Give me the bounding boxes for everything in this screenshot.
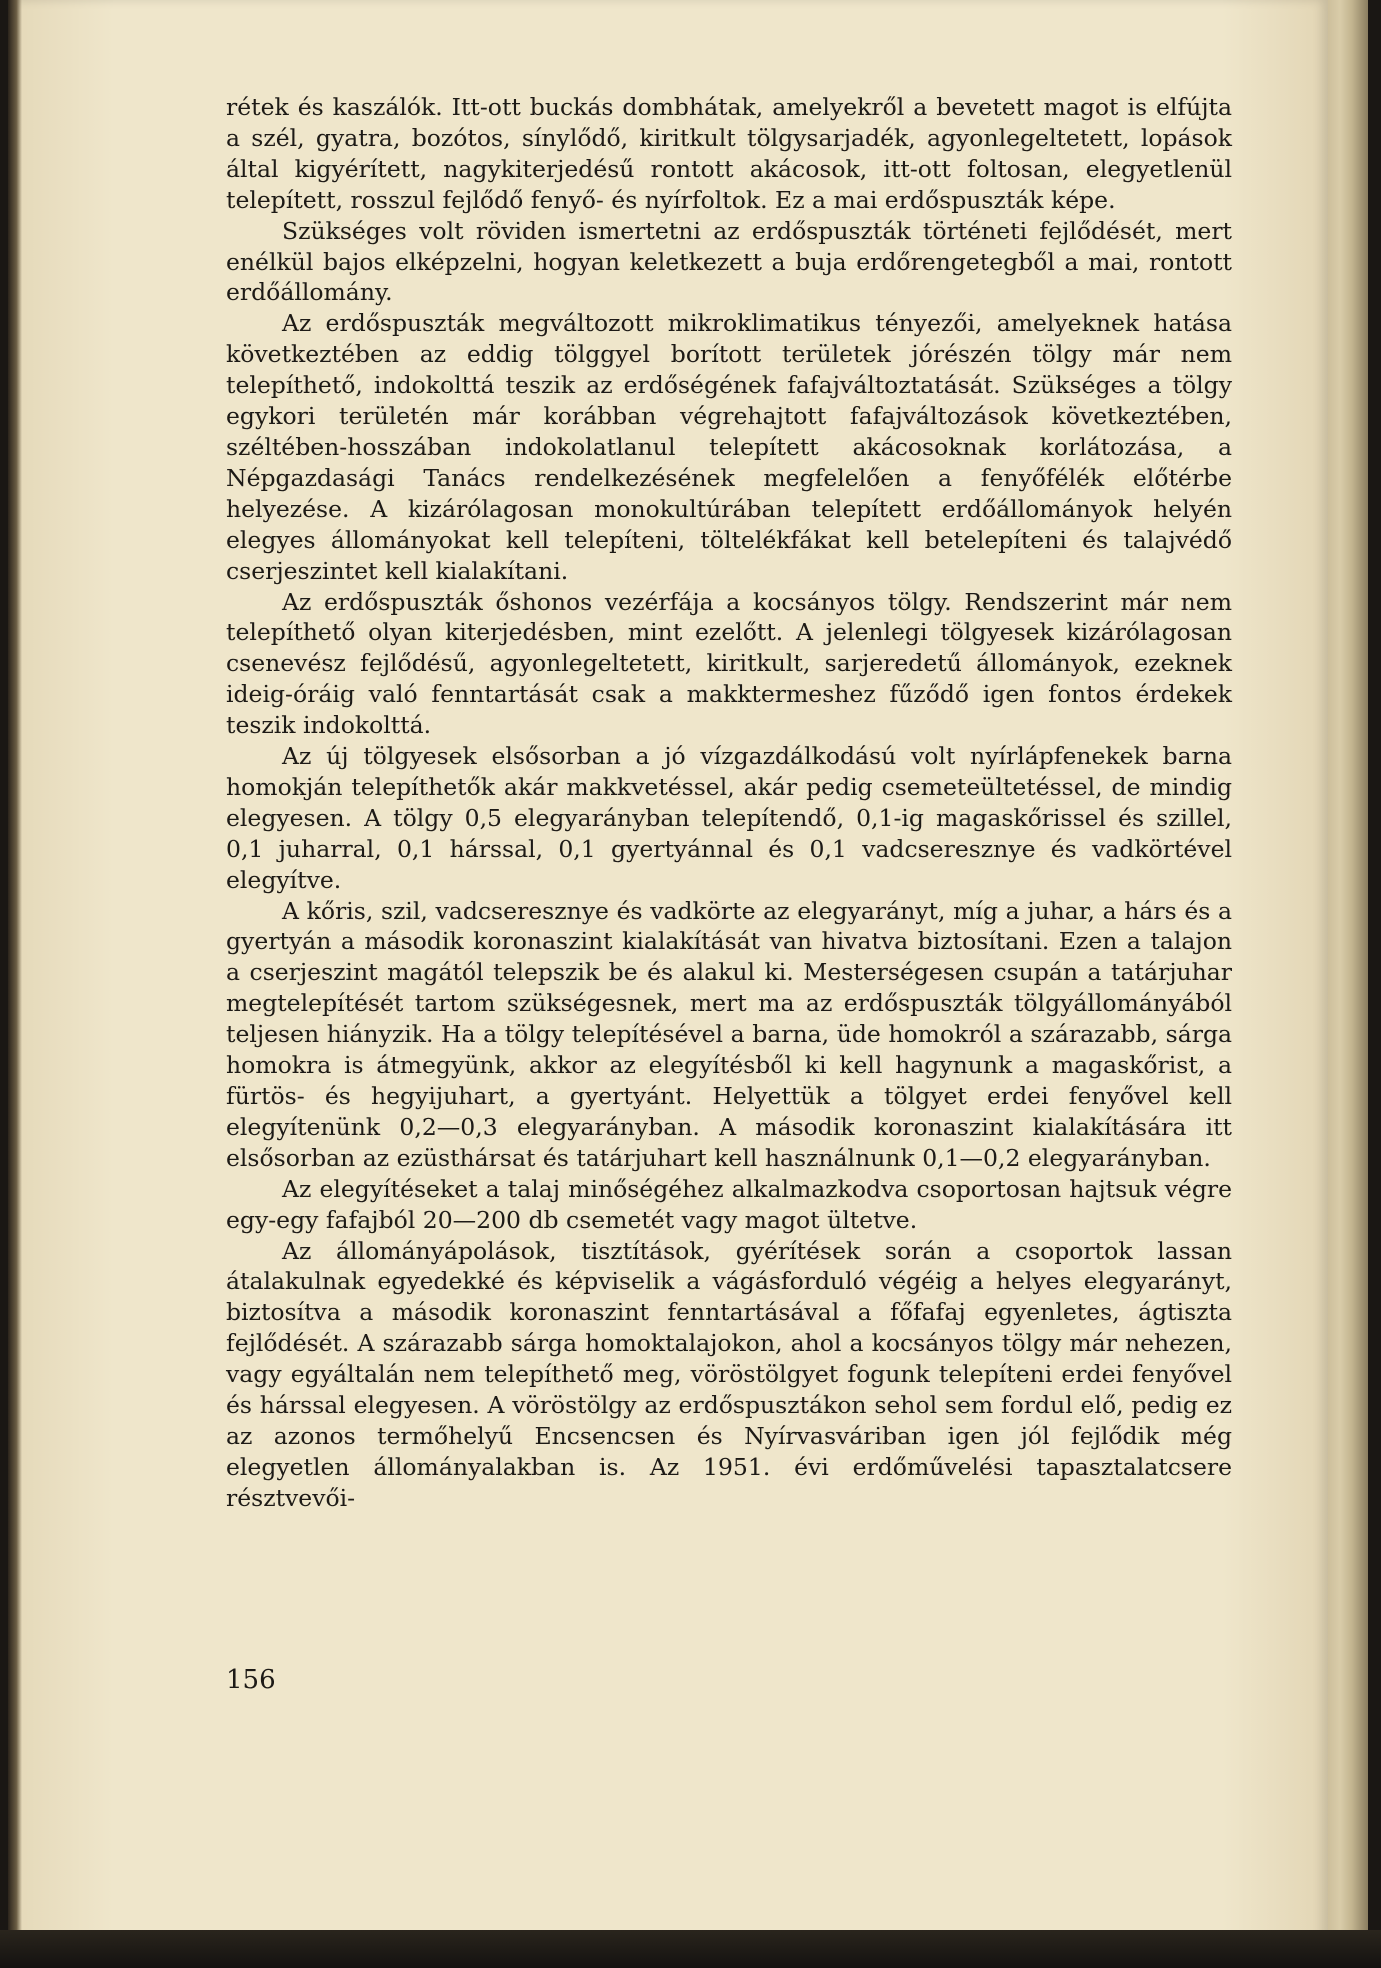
page-edge: [1328, 0, 1368, 1945]
gutter-shadow: [8, 0, 22, 1945]
paragraph-4: Az erdőspuszták őshonos vezérfája a kocsányos tölgy. Rendszerint már nem telepíthető olyan kiterjedésben, mint ezelőtt. A jelenlegi tölgyesek kizárólagosan csenevész fejlődésű, agyonlegeltetett, kiritkult, sarjeredetű állományok, ezeknek ideig-óráig való fenntartását csak a makktermeshez fűződő igen fontos érdekek teszik indokolttá.: [226, 587, 1232, 740]
scan-bottom-band: [0, 1930, 1381, 1968]
paragraph-2: Szükséges volt röviden ismertetni az erdőspuszták történeti fejlődését, mert enélkül bajos elképzelni, hogyan keletkezett a buja erdőrengetegből a mai, rontott erdőállomány.: [226, 216, 1232, 307]
paragraph-1: rétek és kaszálók. Itt-ott buckás dombhátak, amelyekről a bevetett magot is elfújta a szél, gyatra, bozótos, sínylődő, kiritkult tölgysarjadék, agyonlegeltetett, lopások által kigyérített, nagykiterjedésű rontott akácosok, itt-ott foltosan, elegyetlenül telepített, rosszul fejlődő fenyő- és nyírfoltok. Ez a mai erdőspuszták képe.: [226, 93, 1232, 214]
body-text: [226, 92, 1232, 1514]
paragraph-5: Az új tölgyesek elsősorban a jó vízgazdálkodású volt nyírlápfenekek barna homokján telepíthetők akár makkvetéssel, akár pedig csemeteültetéssel, de mindig elegyesen. A tölgy 0,5 elegyarányban telepítendő, 0,1-ig magaskőrissel és szillel, 0,1 juharral, 0,1 hárssal, 0,1 gyertyánnal és 0,1 vadcseresznye és vadkörtével elegyítve.: [226, 742, 1232, 894]
paragraph-3: Az erdőspuszták megváltozott mikroklimatikus tényezői, amelyeknek hatása következtében az eddig tölggyel borított területek jórészén tölgy már nem telepíthető, indokolttá teszik az erdőségének fafajváltoztatását. Szükséges a tölgy egykori területén már korábban végrehajtott fafajváltozások következtében, széltében-hosszában indokolatlanul telepített akácosoknak korlátozása, a Népgazdasági Tanács rendelkezésének megfelelően a fenyőfélék előtérbe helyezése. A kizárólagosan monokultúrában telepített erdőállományok helyén elegyes állományokat kell telepíteni, töltelékfákat kell betelepíteni és talajvédő cserjeszintet kell kialakítani.: [226, 309, 1232, 585]
page-number: 156: [226, 1665, 276, 1695]
paragraph-6: A kőris, szil, vadcseresznye és vadkörte az elegyarányt, míg a juhar, a hárs és a gyertyán a második koronaszint kialakítását van hivatva biztosítani. Ezen a talajon a cserjeszint magától telepszik be és alakul ki. Mesterségesen csupán a tatárjuhar megtelepítését tartom szükségesnek, mert ma az erdőspuszták tölgyállományából teljesen hiányzik. Ha a tölgy telepítésével a barna, üde homokról a szárazabb, sárga homokra is átmegyünk, akkor az elegyítésből ki kell hagynunk a magaskőrist, a fürtös- és hegyijuhart, a gyertyánt. Helyettük a tölgyet erdei fenyővel kell elegyítenünk 0,2—0,3 elegyarányban. A második koronaszint kialakítására itt elsősorban az ezüsthársat és tatárjuhart kell használnunk 0,1—0,2 elegyarányban.: [226, 896, 1232, 1172]
book-page: [8, 0, 1328, 1945]
paragraph-7: Az elegyítéseket a talaj minőségéhez alkalmazkodva csoportosan hajtsuk végre egy-egy fafajból 20—200 db csemetét vagy magot ültetve.: [226, 1174, 1232, 1234]
paragraph-8: Az állományápolások, tisztítások, gyérítések során a csoportok lassan átalakulnak egyedekké és képviselik a vágásforduló végéig a helyes elegyarányt, biztosítva a második koronaszint fenntartásával a főfafaj egyenletes, ágtiszta fejlődését. A szárazabb sárga homoktalajokon, ahol a kocsányos tölgy már nehezen, vagy egyáltalán nem telepíthető meg, vöröstölgyet fogunk telepíteni erdei fenyővel és hárssal elegyesen. A vöröstölgy az erdőspusztákon sehol sem fordul elő, pedig ez az azonos termőhelyű Encsencsen és Nyírvasváriban igen jól fejlődik még elegyetlen állományalakban is. Az 1951. évi erdőművelési tapasztalatcsere résztvevői-: [226, 1236, 1232, 1512]
